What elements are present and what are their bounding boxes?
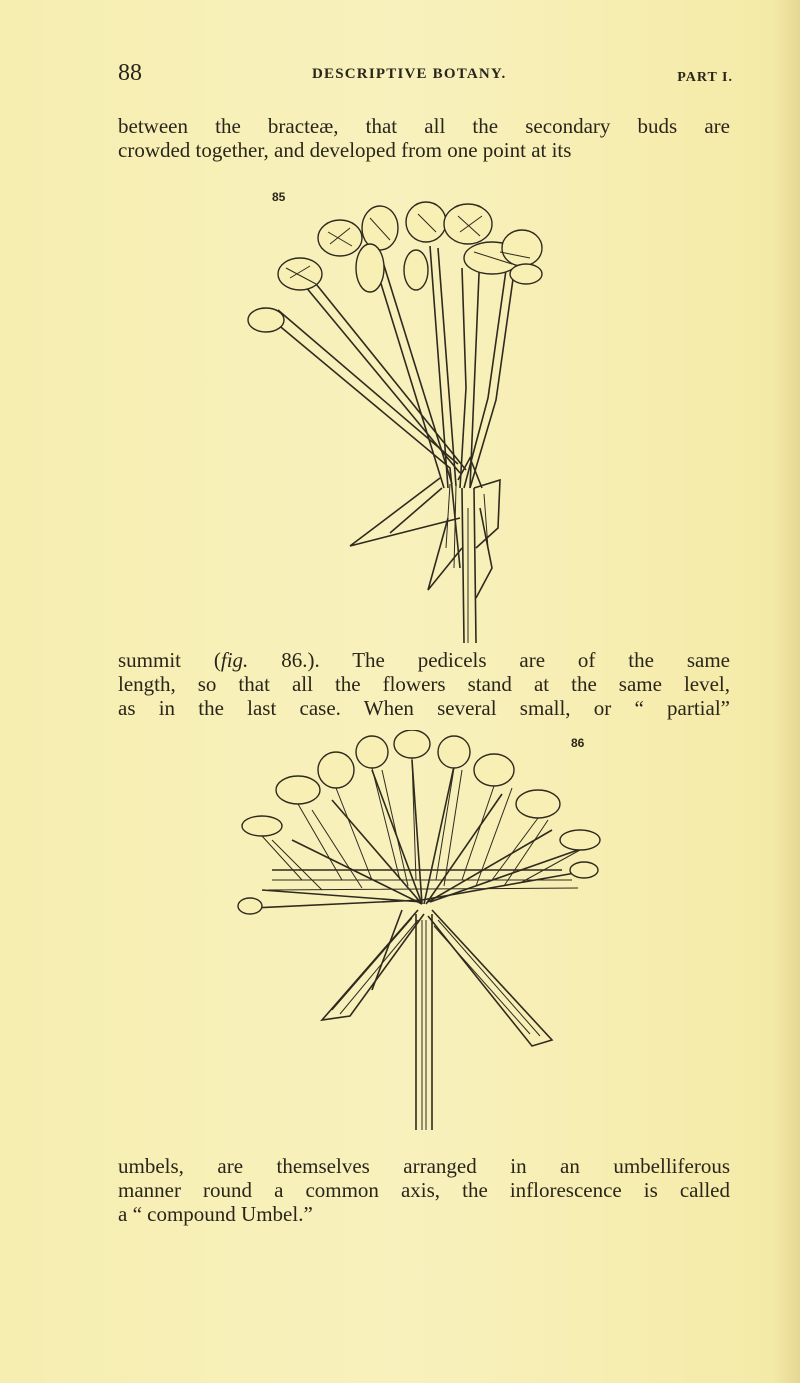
paragraph-1-line-2: crowded together, and developed from one point at its [118, 138, 572, 162]
figure-85-label: 85 [272, 190, 286, 204]
paragraph-3-line-2: manner round a common axis, the inflorescence is called [118, 1178, 730, 1202]
figure-86-label: 86 [571, 736, 585, 750]
page-number: 88 [118, 60, 142, 86]
paragraph-1-line-1: between the bracteæ, that all the secondary buds are [118, 114, 730, 138]
paragraph-3 [118, 1154, 730, 1226]
fig-reference: fig. [220, 648, 249, 672]
fig85-flowers [248, 202, 542, 332]
paragraph-3-line-1: umbels, are themselves arranged in an umbelliferous [118, 1154, 730, 1178]
paragraph-2-line-2: length, so that all the flowers stand at the same level, [118, 672, 730, 696]
part-label: PART I. [677, 70, 733, 85]
figure-85-umbel-illustration [230, 188, 590, 648]
paragraph-2-line-3: as in the last case. When several small, or “ partial” [118, 696, 730, 720]
figure-86-compound-umbel-illustration [232, 730, 612, 1140]
page-header [118, 60, 733, 94]
fig86-partial-umbels [238, 730, 600, 914]
running-title: DESCRIPTIVE BOTANY. [312, 66, 507, 82]
fig85-pedicels [270, 246, 514, 643]
page-edge-shadow [772, 0, 800, 1383]
paragraph-2 [118, 648, 730, 720]
fig86-involucre [322, 910, 552, 1046]
paragraph-2-line-1 [118, 648, 730, 672]
paragraph-2-line-1-start: summit ( [118, 648, 221, 672]
fig85-bracts [350, 458, 500, 598]
paragraph-2-line-1-end: 86.). The pedicels are of the same [248, 648, 730, 672]
paragraph-1 [118, 114, 730, 162]
paragraph-3-line-3: a “ compound Umbel.” [118, 1202, 313, 1226]
fig86-stem [416, 914, 432, 1130]
